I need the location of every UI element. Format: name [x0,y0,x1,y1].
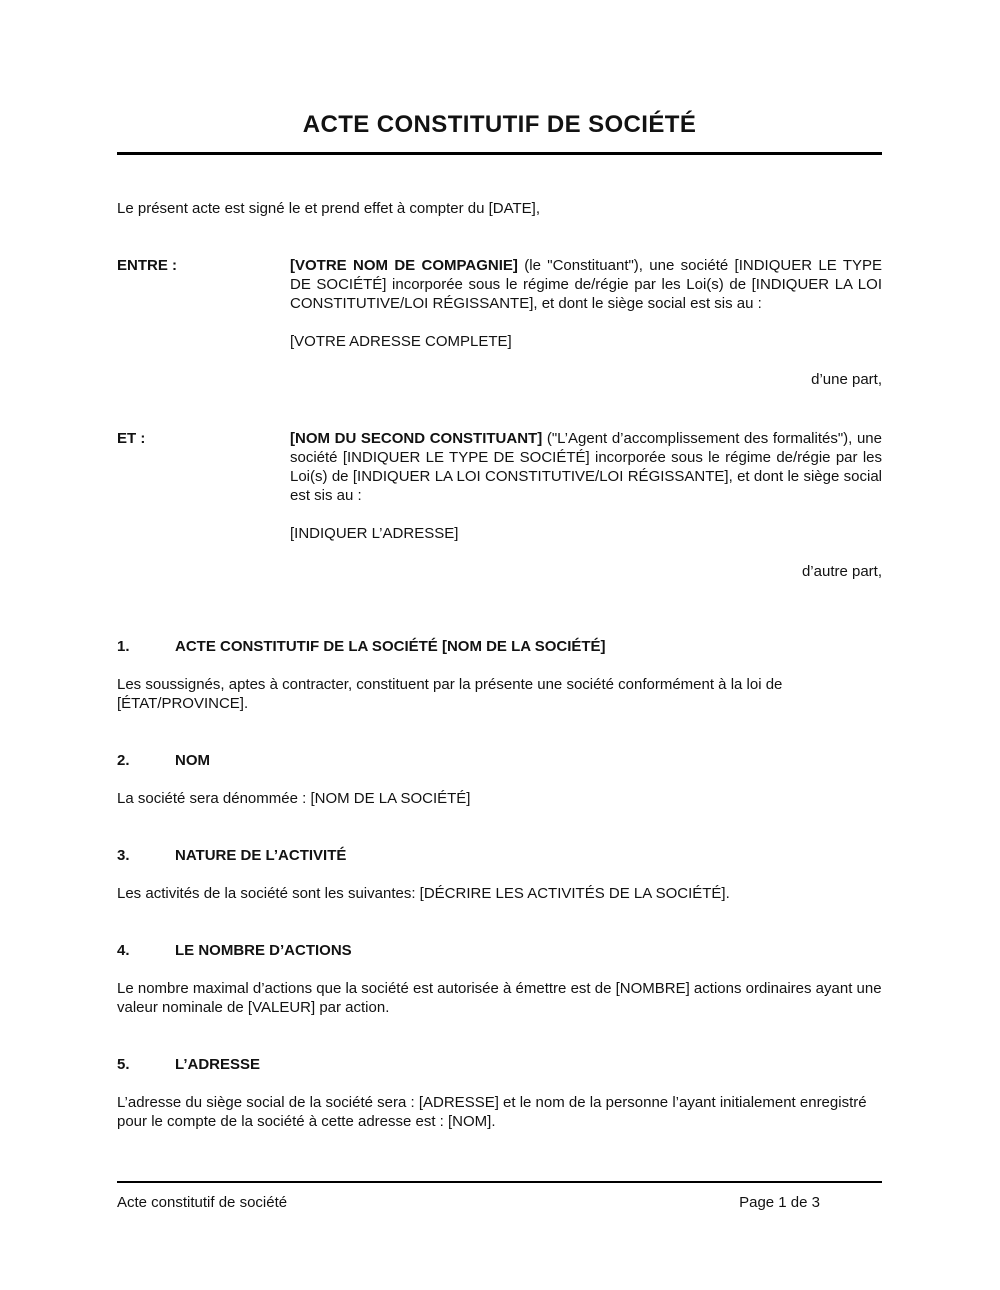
section-4 [117,941,882,1017]
section-5 [117,1055,882,1131]
page-footer [117,1181,882,1212]
section-4-heading [117,941,882,960]
party-description-text-entre: (le "Constituant"), une société [INDIQUER LE TYPE DE SOCIÉTÉ] incorporée sous le régime de/régie par les Loi(s) de [INDIQUER LA LOI CONSTITUTIVE/LOI RÉGISSANTE], et dont le siège social est sis au : [290,257,882,312]
section-2-body: La société sera dénommée : [NOM DE LA SOCIÉTÉ] [117,790,471,807]
party-label-et: ET : [117,430,146,447]
section-2-title: NOM [175,752,210,769]
section-5-body: L’adresse du siège social de la société sera : [ADRESSE] et le nom de la personne l’ayant initialement enregistré pour le compte de la société à cette adresse est : [NOM]. [117,1094,867,1130]
title-rule [117,152,882,155]
section-3-body: Les activités de la société sont les suivantes: [DÉCRIRE LES ACTIVITÉS DE LA SOCIÉTÉ]. [117,885,730,902]
party-body-et [290,429,882,581]
section-2-heading [117,751,882,770]
footer-page-number: Page 1 de 3 [739,1194,820,1211]
section-1-heading [117,637,882,656]
section-5-title: L’ADRESSE [175,1056,261,1073]
intro-paragraph: Le présent acte est signé le et prend effet à compter du [DATE], [117,200,541,217]
section-2-number: 2. [117,752,130,769]
party-description-entre [290,256,882,313]
section-3-heading [117,846,882,865]
party-address-entre: [VOTRE ADRESSE COMPLETE] [290,333,512,350]
section-3-title: NATURE DE L’ACTIVITÉ [175,847,347,864]
section-1-number: 1. [117,638,130,655]
document-title: ACTE CONSTITUTIF DE SOCIÉTÉ [302,111,697,138]
section-1-body: Les soussignés, aptes à contracter, constituent par la présente une société conformément à la loi de [ÉTAT/PROVINCE]. [117,676,783,712]
party-label-entre: ENTRE : [117,257,177,274]
section-5-heading [117,1055,882,1074]
section-4-number: 4. [117,942,130,959]
section-4-title: LE NOMBRE D’ACTIONS [175,942,352,959]
party-name-entre: [VOTRE NOM DE COMPAGNIE] [290,257,518,274]
party-description-et [290,429,882,505]
party-name-et: [NOM DU SECOND CONSTITUANT] [290,430,543,447]
party-block-et [117,429,882,581]
party-body-entre [290,256,882,389]
section-5-number: 5. [117,1056,130,1073]
party-note-entre: d’une part, [811,371,882,388]
section-2 [117,751,882,808]
party-note-et: d’autre part, [801,563,882,580]
section-3 [117,846,882,903]
party-address-et: [INDIQUER L’ADRESSE] [290,525,459,542]
party-block-entre [117,256,882,389]
document-content [117,0,882,1131]
party-description-text-et: ("L’Agent d’accomplissement des formalités"), une société [INDIQUER LE TYPE DE SOCIÉTÉ] incorporée sous le régime de/régie par les Loi(s) de [INDIQUER LA LOI CONSTITUTIVE/LOI RÉGISSANTE], et dont le siège social est sis au : [290,430,882,504]
section-1-title: ACTE CONSTITUTIF DE LA SOCIÉTÉ [NOM DE LA SOCIÉTÉ] [175,638,606,655]
footer-document-name: Acte constitutif de société [117,1194,288,1211]
section-3-number: 3. [117,847,130,864]
section-1 [117,637,882,713]
section-4-body: Le nombre maximal d’actions que la société est autorisée à émettre est de [NOMBRE] actions ordinaires ayant une valeur nominale de [VALEUR] par action. [117,980,882,1016]
